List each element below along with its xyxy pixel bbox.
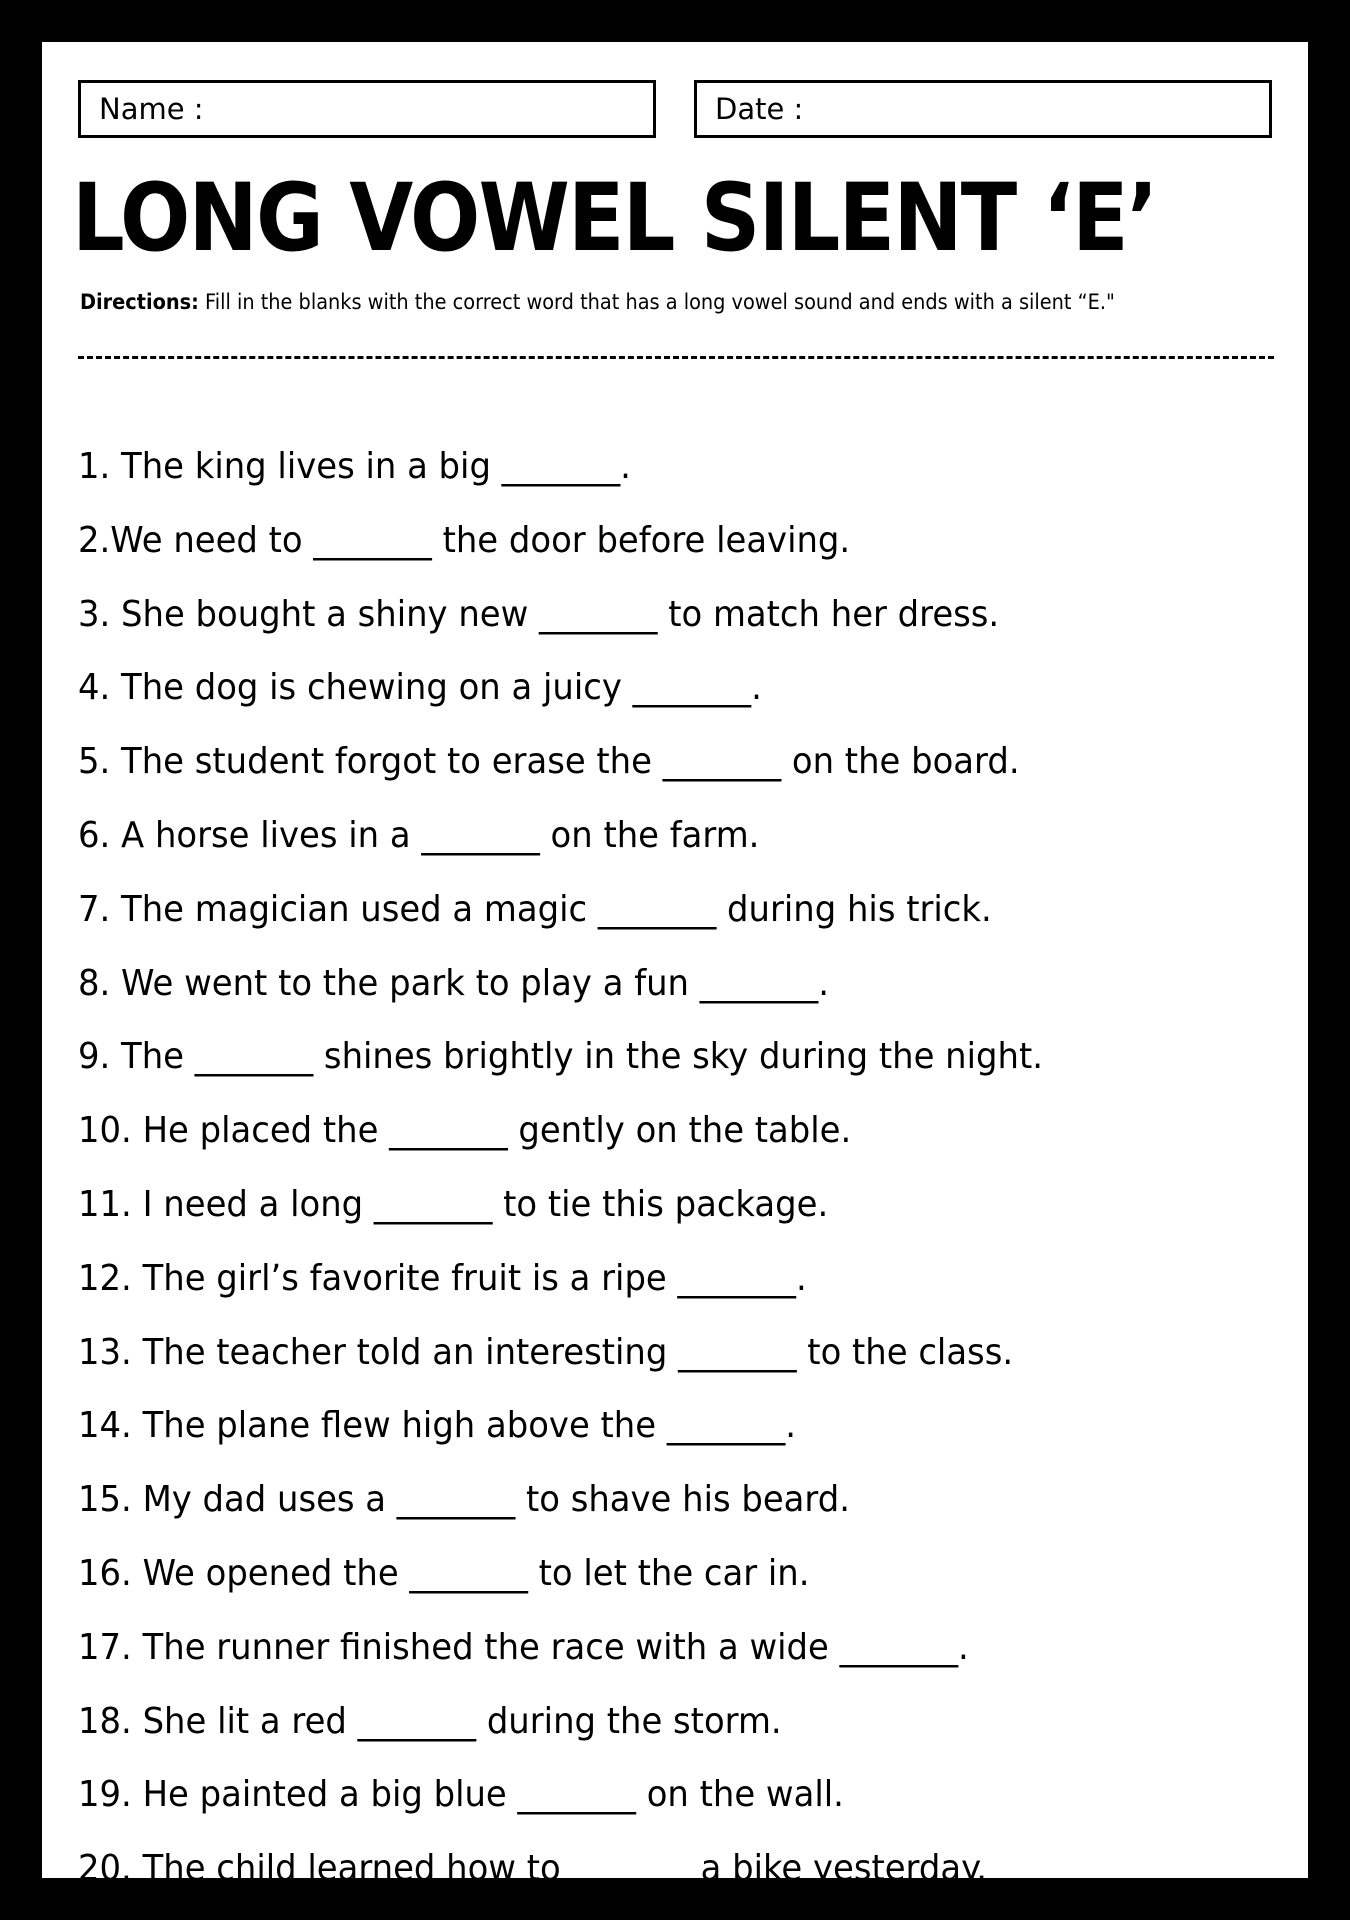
question-item: 3. She bought a shiny new _______ to match her dress. <box>78 593 1000 635</box>
question-item: 17. The runner finished the race with a wide _______. <box>78 1626 969 1668</box>
question-item: 8. We went to the park to play a fun _______. <box>78 962 829 1004</box>
directions-text: Fill in the blanks with the correct word that has a long vowel sound and ends with a silent “E." <box>198 290 1115 314</box>
directions <box>80 288 1202 316</box>
question-item: 14. The plane flew high above the _______. <box>78 1405 797 1447</box>
question-item: 10. He placed the _______ gently on the table. <box>78 1110 852 1152</box>
name-label: Name : <box>99 92 204 126</box>
question-item: 1. The king lives in a big _______. <box>78 446 631 487</box>
question-item: 4. The dog is chewing on a juicy _______. <box>78 667 762 709</box>
date-field[interactable] <box>694 80 1272 138</box>
question-item: 11. I need a long _______ to tie this package. <box>78 1183 829 1225</box>
question-item: 19. He painted a big blue _______ on the wall. <box>78 1774 844 1816</box>
question-item: 16. We opened the _______ to let the car in. <box>78 1552 810 1594</box>
question-item: 6. A horse lives in a _______ on the farm. <box>78 814 760 856</box>
question-item: 9. The _______ shines brightly in the sky during the night. <box>78 1036 1043 1078</box>
worksheet-page <box>42 42 1308 1890</box>
question-item: 5. The student forgot to erase the _______ on the board. <box>78 741 1020 783</box>
question-item: 12. The girl’s favorite fruit is a ripe _______. <box>78 1257 807 1299</box>
question-list <box>78 430 1288 1906</box>
question-item: 18. She lit a red _______ during the storm. <box>78 1700 782 1742</box>
dashed-divider <box>78 356 1274 359</box>
question-item: 13. The teacher told an interesting _______ to the class. <box>78 1331 1014 1373</box>
question-item: 20. The child learned how to _______ a bike yesterday. <box>78 1848 988 1890</box>
question-item: 15. My dad uses a _______ to shave his beard. <box>78 1479 850 1521</box>
page-title: LONG VOWEL SILENT ‘E’ <box>72 164 1157 273</box>
question-item: 2.We need to _______ the door before leaving. <box>78 519 851 561</box>
date-label: Date : <box>715 92 804 126</box>
question-item: 7. The magician used a magic _______ during his trick. <box>78 888 992 930</box>
name-field[interactable] <box>78 80 656 138</box>
directions-label: Directions: <box>80 290 199 314</box>
